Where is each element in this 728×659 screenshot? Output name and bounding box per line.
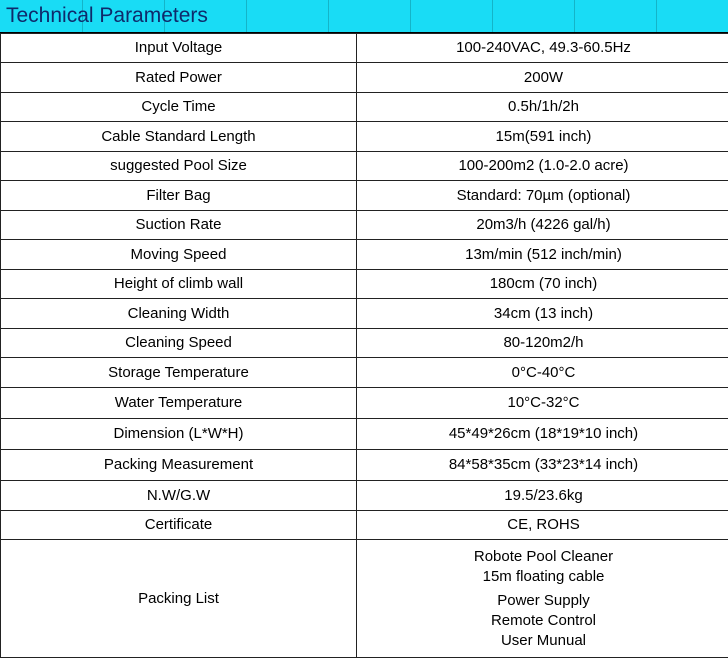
table-row [1,34,728,63]
table-row [1,329,728,358]
parameter-label: Cycle Time [1,93,357,122]
table-row [1,540,728,658]
cell-grid-line [328,0,329,33]
cell-grid-line [656,0,657,33]
cell-grid-line [246,0,247,33]
parameter-label: Cleaning Speed [1,329,357,358]
table-row [1,211,728,240]
parameter-label: Packing Measurement [1,450,357,481]
parameter-label: Certificate [1,511,357,540]
parameter-value: 100-240VAC, 49.3-60.5Hz [357,34,728,63]
parameter-value: 100-200m2 (1.0-2.0 acre) [357,152,728,181]
parameter-label: Input Voltage [1,34,357,63]
table-row [1,93,728,122]
parameter-label: Cleaning Width [1,299,357,329]
table-row [1,240,728,270]
parameter-label: Filter Bag [1,181,357,211]
packing-list-items [357,540,728,658]
table-row [1,388,728,419]
parameter-label: Storage Temperature [1,358,357,388]
list-item: 15m floating cable [482,567,605,585]
list-item: Remote Control [490,611,597,629]
parameter-value: 15m(591 inch) [357,122,728,152]
parameter-value: 0°C-40°C [357,358,728,388]
parameter-value: 84*58*35cm (33*23*14 inch) [357,450,728,481]
title-bar [0,0,728,33]
table-row [1,299,728,329]
table-row [1,358,728,388]
parameter-label: suggested Pool Size [1,152,357,181]
parameter-value: 200W [357,63,728,93]
parameter-label: Rated Power [1,63,357,93]
cell-grid-line [492,0,493,33]
list-item: Robote Pool Cleaner [473,547,614,565]
parameter-label: Height of climb wall [1,270,357,299]
parameter-value: Standard: 70µm (optional) [357,181,728,211]
parameter-value: 180cm (70 inch) [357,270,728,299]
table-row [1,63,728,93]
parameter-value: CE, ROHS [357,511,728,540]
table-row [1,481,728,511]
list-item: Power Supply [497,591,590,609]
parameter-value: 45*49*26cm (18*19*10 inch) [357,419,728,450]
parameter-value: 34cm (13 inch) [357,299,728,329]
table-row [1,450,728,481]
parameter-label: N.W/G.W [1,481,357,511]
parameter-value: 13m/min (512 inch/min) [357,240,728,270]
parameter-label: Moving Speed [1,240,357,270]
table-row [1,270,728,299]
parameter-value: 20m3/h (4226 gal/h) [357,211,728,240]
page-title: Technical Parameters [6,4,208,27]
parameter-value: 10°C-32°C [357,388,728,419]
parameter-label: Dimension (L*W*H) [1,419,357,450]
parameter-value: 19.5/23.6kg [357,481,728,511]
parameters-table [0,33,728,658]
table-row [1,152,728,181]
packing-list-label: Packing List [1,540,357,658]
table-row [1,511,728,540]
cell-grid-line [410,0,411,33]
parameter-value: 80-120m2/h [357,329,728,358]
parameter-label: Cable Standard Length [1,122,357,152]
list-item: User Munual [500,631,587,649]
table-row [1,122,728,152]
table-row [1,419,728,450]
parameter-label: Suction Rate [1,211,357,240]
table-row [1,181,728,211]
parameter-label: Water Temperature [1,388,357,419]
cell-grid-line [574,0,575,33]
parameter-value: 0.5h/1h/2h [357,93,728,122]
